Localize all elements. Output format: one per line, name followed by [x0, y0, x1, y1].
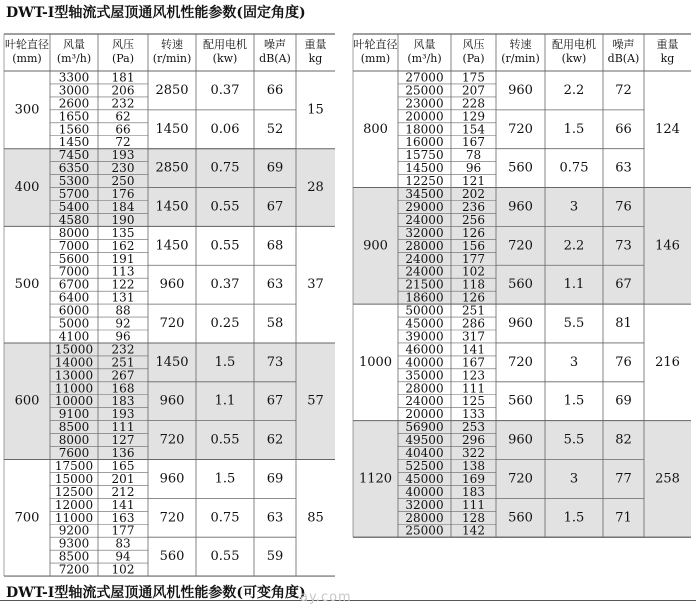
airflow-value: 52500	[405, 458, 444, 473]
pressure-value: 126	[462, 225, 485, 240]
speed-value: 720	[159, 510, 185, 526]
header-noise-label: 噪声	[612, 38, 635, 51]
airflow-value: 32000	[405, 497, 444, 512]
header-noise-label: 噪声	[264, 38, 286, 51]
pressure-value: 167	[462, 355, 485, 370]
pressure-value: 201	[111, 471, 135, 486]
header-airflow-unit: (m³/h)	[56, 52, 92, 65]
pressure-value: 184	[111, 199, 135, 214]
airflow-value: 24000	[405, 212, 444, 227]
airflow-value: 49500	[405, 433, 444, 448]
pressure-value: 133	[462, 407, 485, 422]
pressure-value: 141	[111, 497, 135, 512]
motor-value: 1.5	[563, 393, 585, 409]
header-speed-unit: (r/min)	[152, 52, 192, 65]
airflow-value: 7000	[58, 264, 90, 279]
airflow-value: 45000	[405, 471, 444, 486]
airflow-value: 18000	[405, 122, 444, 137]
motor-value: 0.37	[210, 82, 240, 98]
diameter-value: 900	[363, 238, 388, 254]
header-weight-unit: kg	[660, 52, 675, 65]
airflow-value: 3300	[58, 70, 90, 85]
speed-value: 720	[508, 238, 533, 254]
motor-value: 3	[569, 471, 579, 487]
airflow-value: 35000	[405, 368, 444, 383]
speed-value: 720	[508, 471, 533, 487]
airflow-value: 18600	[405, 290, 444, 305]
pressure-value: 113	[111, 264, 135, 279]
speed-value: 960	[159, 277, 185, 293]
pressure-value: 251	[111, 355, 135, 370]
weight-value: 216	[655, 354, 680, 370]
motor-value: 0.25	[210, 316, 240, 332]
pressure-value: 111	[462, 381, 485, 396]
speed-value: 960	[159, 471, 185, 487]
header-pressure-label: 风压	[112, 38, 134, 51]
motor-value: 3	[569, 199, 579, 215]
pressure-value: 125	[462, 394, 485, 409]
header-diameter-unit: (mm)	[12, 52, 42, 65]
airflow-value: 6000	[58, 303, 90, 318]
table-title-variable-angle: DWT-Ⅰ型轴流式屋顶通风机性能参数(可变角度)	[6, 585, 306, 601]
airflow-value: 7600	[58, 446, 90, 461]
pressure-value: 163	[111, 510, 135, 525]
motor-value: 5.5	[563, 432, 585, 448]
motor-value: 0.37	[210, 277, 240, 293]
noise-value: 67	[615, 277, 632, 293]
noise-value: 63	[266, 277, 284, 293]
airflow-value: 28000	[405, 238, 444, 253]
speed-value: 1450	[155, 121, 189, 137]
airflow-value: 14000	[54, 355, 94, 370]
airflow-value: 8500	[58, 549, 90, 564]
weight-value: 37	[307, 277, 324, 293]
airflow-value: 40000	[405, 355, 444, 370]
weight-value: 85	[307, 510, 324, 526]
airflow-value: 21500	[405, 277, 444, 292]
speed-value: 560	[508, 393, 533, 409]
pressure-value: 66	[115, 122, 131, 137]
diameter-value: 400	[14, 180, 40, 196]
airflow-value: 9300	[58, 536, 90, 551]
motor-value: 1.5	[563, 510, 585, 526]
speed-value: 960	[508, 199, 533, 215]
airflow-value: 17500	[54, 458, 94, 473]
airflow-value: 10000	[54, 394, 94, 409]
motor-value: 1.1	[214, 393, 236, 409]
noise-value: 76	[615, 199, 632, 215]
airflow-value: 50000	[405, 303, 444, 318]
airflow-value: 12000	[54, 497, 94, 512]
airflow-value: 1650	[58, 109, 90, 124]
diameter-value: 700	[14, 510, 40, 526]
airflow-value: 6350	[58, 161, 90, 176]
speed-value: 1450	[155, 238, 189, 254]
pressure-value: 169	[462, 471, 485, 486]
header-diameter-label: 叶轮直径	[353, 38, 398, 51]
airflow-value: 39000	[405, 329, 444, 344]
speed-value: 960	[508, 82, 533, 98]
motor-value: 0.75	[210, 160, 240, 176]
pressure-value: 250	[111, 174, 135, 189]
pressure-value: 190	[111, 212, 135, 227]
pressure-value: 230	[111, 161, 135, 176]
airflow-value: 8500	[58, 420, 90, 435]
pressure-value: 317	[462, 329, 485, 344]
pressure-value: 156	[462, 238, 485, 253]
pressure-value: 88	[115, 303, 131, 318]
airflow-value: 46000	[405, 342, 444, 357]
header-weight-label: 重量	[304, 38, 327, 51]
airflow-value: 4100	[58, 329, 90, 344]
pressure-value: 142	[462, 523, 485, 538]
airflow-value: 7200	[58, 562, 90, 577]
motor-value: 0.55	[210, 549, 240, 565]
header-motor-unit: (kw)	[561, 52, 587, 65]
speed-value: 720	[508, 121, 533, 137]
header-diameter-unit: (mm)	[360, 52, 391, 65]
motor-value: 5.5	[563, 316, 585, 332]
airflow-value: 16000	[405, 135, 444, 150]
pressure-value: 322	[462, 446, 485, 461]
pressure-value: 167	[462, 135, 485, 150]
header-speed-unit: (r/min)	[501, 52, 540, 65]
noise-value: 63	[615, 160, 632, 176]
airflow-value: 34500	[405, 187, 444, 202]
airflow-value: 7450	[58, 148, 90, 163]
airflow-value: 24000	[405, 394, 444, 409]
pressure-value: 154	[462, 122, 485, 137]
pressure-value: 102	[111, 562, 135, 577]
speed-value: 560	[159, 549, 185, 565]
noise-value: 82	[615, 432, 632, 448]
header-noise-unit: dB(A)	[259, 52, 291, 65]
airflow-value: 32000	[405, 225, 444, 240]
motor-value: 3	[569, 354, 579, 370]
airflow-value: 9200	[58, 523, 90, 538]
pressure-value: 177	[111, 523, 135, 538]
airflow-value: 28000	[405, 381, 444, 396]
noise-value: 72	[615, 82, 632, 98]
diameter-value: 800	[363, 121, 388, 137]
speed-value: 1450	[155, 199, 189, 215]
airflow-value: 40000	[405, 484, 444, 499]
airflow-value: 5700	[58, 187, 90, 202]
diameter-value: 300	[14, 102, 40, 118]
airflow-value: 12250	[405, 174, 444, 189]
speed-value: 960	[159, 393, 185, 409]
airflow-value: 9100	[58, 407, 90, 422]
pressure-value: 111	[462, 497, 485, 512]
pressure-value: 181	[111, 70, 135, 85]
pressure-value: 193	[111, 407, 135, 422]
pressure-value: 202	[462, 187, 485, 202]
airflow-value: 8000	[58, 433, 90, 448]
header-motor-label: 配用电机	[552, 38, 596, 51]
pressure-value: 232	[111, 342, 135, 357]
pressure-value: 176	[111, 187, 135, 202]
pressure-value: 135	[111, 225, 135, 240]
weight-value: 258	[655, 471, 680, 487]
airflow-value: 6400	[58, 290, 90, 305]
pressure-value: 267	[111, 368, 135, 383]
airflow-value: 25000	[405, 523, 444, 538]
speed-value: 960	[508, 432, 533, 448]
pressure-value: 236	[462, 199, 485, 214]
header-noise-unit: dB(A)	[607, 52, 640, 65]
header-weight-label: 重量	[656, 38, 679, 51]
pressure-value: 62	[115, 109, 131, 124]
airflow-value: 56900	[405, 420, 444, 435]
speed-value: 560	[508, 510, 533, 526]
airflow-value: 5300	[58, 174, 90, 189]
pressure-value: 168	[111, 381, 135, 396]
pressure-value: 126	[462, 290, 485, 305]
noise-value: 69	[266, 160, 284, 176]
pressure-value: 207	[462, 83, 485, 98]
pressure-value: 83	[115, 536, 131, 551]
header-motor-unit: (kw)	[212, 52, 238, 65]
airflow-value: 11000	[54, 381, 94, 396]
header-airflow-label: 风量	[413, 38, 436, 51]
pressure-value: 256	[462, 212, 485, 227]
airflow-value: 4580	[58, 212, 90, 227]
pressure-value: 118	[462, 277, 485, 292]
diameter-value: 500	[14, 277, 40, 293]
pressure-value: 131	[111, 290, 135, 305]
pressure-value: 123	[462, 368, 485, 383]
pressure-value: 111	[111, 420, 135, 435]
airflow-value: 13000	[54, 368, 94, 383]
motor-value: 0.55	[210, 199, 240, 215]
pressure-value: 72	[115, 135, 131, 150]
airflow-value: 28000	[405, 510, 444, 525]
header-airflow-unit: (m³/h)	[407, 52, 442, 65]
noise-value: 81	[615, 316, 632, 332]
pressure-value: 165	[111, 458, 135, 473]
airflow-value: 12500	[54, 484, 94, 499]
motor-value: 0.75	[210, 510, 240, 526]
noise-value: 77	[615, 471, 632, 487]
weight-value: 15	[307, 102, 324, 118]
pressure-value: 232	[111, 96, 135, 111]
pressure-value: 193	[111, 148, 135, 163]
diameter-value: 1120	[358, 471, 393, 487]
airflow-value: 24000	[405, 251, 444, 266]
pressure-value: 141	[462, 342, 485, 357]
pressure-value: 183	[111, 394, 135, 409]
header-diameter-label: 叶轮直径	[5, 38, 49, 51]
motor-value: 1.5	[563, 121, 585, 137]
header-airflow-label: 风量	[63, 38, 85, 51]
motor-value: 0.55	[210, 238, 240, 254]
pressure-value: 136	[111, 446, 135, 461]
pressure-value: 296	[462, 433, 485, 448]
airflow-value: 14500	[405, 161, 444, 176]
airflow-value: 5600	[58, 251, 90, 266]
noise-value: 73	[615, 238, 632, 254]
speed-value: 560	[508, 160, 533, 176]
speed-value: 1450	[155, 354, 189, 370]
airflow-value: 20000	[405, 109, 444, 124]
airflow-value: 29000	[405, 199, 444, 214]
airflow-value: 5000	[58, 316, 90, 331]
airflow-value: 1450	[58, 135, 90, 150]
airflow-value: 1560	[58, 122, 90, 137]
airflow-value: 40400	[405, 446, 444, 461]
speed-value: 2850	[155, 82, 189, 98]
noise-value: 58	[266, 316, 284, 332]
noise-value: 69	[266, 471, 284, 487]
airflow-value: 11000	[54, 510, 94, 525]
airflow-value: 20000	[405, 407, 444, 422]
pressure-value: 122	[111, 277, 135, 292]
noise-value: 66	[615, 121, 632, 137]
diameter-value: 600	[14, 393, 40, 409]
pressure-value: 175	[462, 70, 485, 85]
motor-value: 0.06	[210, 121, 240, 137]
pressure-value: 253	[462, 420, 485, 435]
pressure-value: 129	[462, 109, 485, 124]
weight-value: 124	[655, 121, 680, 137]
airflow-value: 5400	[58, 199, 90, 214]
table-title-fixed-angle: DWT-Ⅰ型轴流式屋顶通风机性能参数(固定角度)	[6, 5, 306, 21]
pressure-value: 251	[462, 303, 485, 318]
noise-value: 73	[266, 354, 284, 370]
motor-value: 0.75	[559, 160, 589, 176]
weight-value: 28	[307, 180, 324, 196]
noise-value: 76	[615, 354, 632, 370]
pressure-value: 128	[462, 510, 485, 525]
pressure-value: 177	[462, 251, 485, 266]
pressure-value: 92	[115, 316, 131, 331]
pressure-value: 228	[462, 96, 485, 111]
airflow-value: 23000	[405, 96, 444, 111]
speed-value: 960	[508, 316, 533, 332]
noise-value: 68	[266, 238, 284, 254]
airflow-value: 25000	[405, 83, 444, 98]
motor-value: 1.1	[563, 277, 585, 293]
pressure-value: 127	[111, 433, 135, 448]
pressure-value: 94	[115, 549, 131, 564]
airflow-value: 8000	[58, 225, 90, 240]
noise-value: 66	[266, 82, 284, 98]
diameter-value: 1000	[358, 354, 393, 370]
airflow-value: 24000	[405, 264, 444, 279]
speed-value: 2850	[155, 160, 189, 176]
header-pressure-label: 风压	[462, 38, 485, 51]
airflow-value: 15000	[54, 471, 94, 486]
header-motor-label: 配用电机	[203, 38, 247, 51]
airflow-value: 2600	[58, 96, 90, 111]
motor-value: 1.5	[214, 354, 236, 370]
pressure-value: 121	[462, 174, 485, 189]
pressure-value: 78	[465, 148, 482, 163]
noise-value: 67	[266, 393, 284, 409]
speed-value: 560	[508, 277, 533, 293]
pressure-value: 102	[462, 264, 485, 279]
airflow-value: 6700	[58, 277, 90, 292]
pressure-value: 138	[462, 458, 485, 473]
airflow-value: 7000	[58, 238, 90, 253]
airflow-value: 27000	[405, 70, 444, 85]
pressure-value: 96	[465, 161, 482, 176]
airflow-value: 15750	[405, 148, 444, 163]
header-speed-label: 转速	[509, 38, 532, 51]
noise-value: 63	[266, 510, 284, 526]
motor-value: 2.2	[563, 238, 585, 254]
header-speed-label: 转速	[161, 38, 183, 51]
header-pressure-unit: (Pa)	[111, 52, 135, 65]
header-pressure-unit: (Pa)	[462, 52, 485, 65]
noise-value: 62	[266, 432, 284, 448]
header-weight-unit: kg	[308, 52, 323, 65]
noise-value: 69	[615, 393, 632, 409]
speed-value: 720	[159, 316, 185, 332]
airflow-value: 3000	[58, 83, 90, 98]
pressure-value: 96	[115, 329, 131, 344]
speed-value: 720	[159, 432, 185, 448]
weight-value: 57	[307, 393, 324, 409]
speed-value: 720	[508, 354, 533, 370]
pressure-value: 183	[462, 484, 485, 499]
airflow-value: 15000	[54, 342, 94, 357]
noise-value: 52	[266, 121, 284, 137]
pressure-value: 286	[462, 316, 485, 331]
weight-value: 146	[655, 238, 680, 254]
noise-value: 71	[615, 510, 632, 526]
pressure-value: 191	[111, 251, 135, 266]
noise-value: 59	[266, 549, 284, 565]
airflow-value: 45000	[405, 316, 444, 331]
pressure-value: 212	[111, 484, 135, 499]
noise-value: 67	[266, 199, 284, 215]
watermark: ay.com	[300, 590, 352, 605]
motor-value: 2.2	[563, 82, 585, 98]
pressure-value: 206	[111, 83, 135, 98]
motor-value: 0.55	[210, 432, 240, 448]
pressure-value: 162	[111, 238, 135, 253]
motor-value: 1.5	[214, 471, 236, 487]
